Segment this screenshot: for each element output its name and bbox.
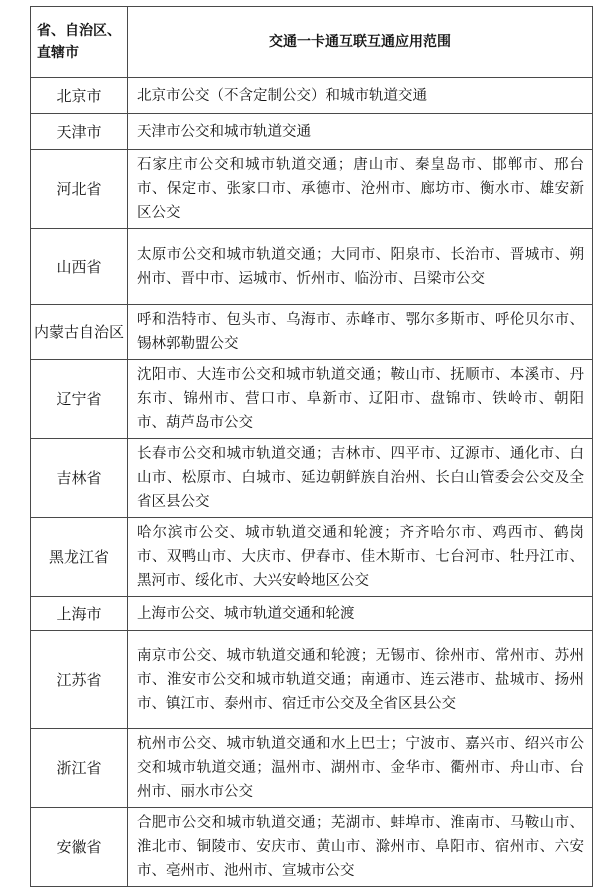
province-cell: 河北省	[31, 150, 128, 229]
scope-cell: 南京市公交、城市轨道交通和轮渡；无锡市、徐州市、常州市、苏州市、淮安市公交和城市轨道交通；南通市、连云港市、盐城市、扬州市、镇江市、泰州市、宿迁市公交及全省区县公交	[128, 631, 593, 729]
scope-cell: 沈阳市、大连市公交和城市轨道交通；鞍山市、抚顺市、本溪市、丹东市、锦州市、营口市、阜新市、辽阳市、盘锦市、铁岭市、朝阳市、葫芦岛市公交	[128, 360, 593, 439]
table-row	[31, 631, 593, 729]
scope-cell: 石家庄市公交和城市轨道交通；唐山市、秦皇岛市、邯郸市、邢台市、保定市、张家口市、承德市、沧州市、廊坊市、衡水市、雄安新区公交	[128, 150, 593, 229]
scope-cell: 上海市公交、城市轨道交通和轮渡	[128, 597, 593, 631]
table-row	[31, 597, 593, 631]
table-row	[31, 360, 593, 439]
scope-cell: 长春市公交和城市轨道交通；吉林市、四平市、辽源市、通化市、白山市、松原市、白城市、延边朝鲜族自治州、长白山管委会公交及全省区县公交	[128, 439, 593, 518]
province-cell: 浙江省	[31, 729, 128, 808]
table-row	[31, 518, 593, 597]
scope-cell: 合肥市公交和城市轨道交通；芜湖市、蚌埠市、淮南市、马鞍山市、淮北市、铜陵市、安庆市、黄山市、滁州市、阜阳市、宿州市、六安市、亳州市、池州市、宣城市公交	[128, 808, 593, 887]
interconnection-table	[30, 6, 593, 887]
table-row	[31, 729, 593, 808]
header-scope: 交通一卡通互联互通应用范围	[128, 7, 593, 78]
province-cell: 北京市	[31, 78, 128, 114]
province-cell: 辽宁省	[31, 360, 128, 439]
table-row	[31, 114, 593, 150]
province-cell: 安徽省	[31, 808, 128, 887]
province-cell: 江苏省	[31, 631, 128, 729]
table-row	[31, 78, 593, 114]
province-cell: 黑龙江省	[31, 518, 128, 597]
province-cell: 上海市	[31, 597, 128, 631]
header-province: 省、自治区、直辖市	[31, 7, 128, 78]
table-row	[31, 150, 593, 229]
scope-cell: 天津市公交和城市轨道交通	[128, 114, 593, 150]
scope-cell: 呼和浩特市、包头市、乌海市、赤峰市、鄂尔多斯市、呼伦贝尔市、锡林郭勒盟公交	[128, 305, 593, 360]
scope-cell: 杭州市公交、城市轨道交通和水上巴士；宁波市、嘉兴市、绍兴市公交和城市轨道交通；温州市、湖州市、金华市、衢州市、舟山市、台州市、丽水市公交	[128, 729, 593, 808]
province-cell: 山西省	[31, 229, 128, 305]
table-row	[31, 229, 593, 305]
table-header-row	[31, 7, 593, 78]
table-row	[31, 808, 593, 887]
scope-cell: 太原市公交和城市轨道交通；大同市、阳泉市、长治市、晋城市、朔州市、晋中市、运城市、忻州市、临汾市、吕梁市公交	[128, 229, 593, 305]
table-row	[31, 439, 593, 518]
scope-cell: 北京市公交（不含定制公交）和城市轨道交通	[128, 78, 593, 114]
province-cell: 内蒙古自治区	[31, 305, 128, 360]
scope-cell: 哈尔滨市公交、城市轨道交通和轮渡；齐齐哈尔市、鸡西市、鹤岗市、双鸭山市、大庆市、伊春市、佳木斯市、七台河市、牡丹江市、黑河市、绥化市、大兴安岭地区公交	[128, 518, 593, 597]
province-cell: 吉林省	[31, 439, 128, 518]
province-cell: 天津市	[31, 114, 128, 150]
table-row	[31, 305, 593, 360]
